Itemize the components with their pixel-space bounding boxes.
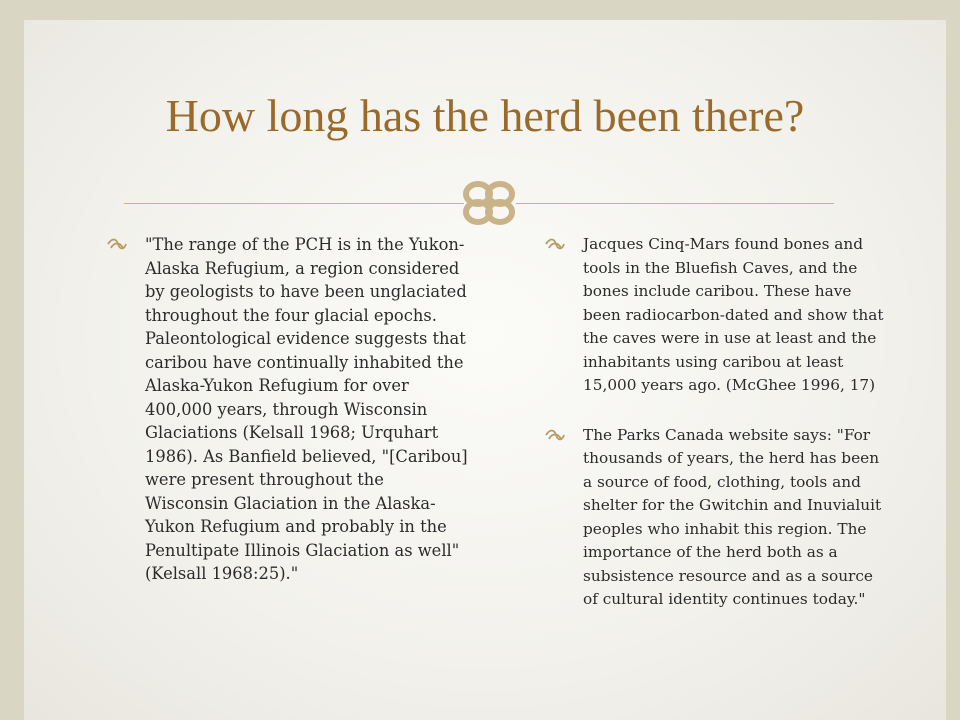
right-column xyxy=(538,233,890,638)
ornamental-bullet-icon xyxy=(106,236,128,252)
slide xyxy=(24,20,946,720)
ornamental-bullet-icon xyxy=(544,427,566,443)
bullet-text: "The range of the PCH is in the Yukon-Alaska Refugium, a region considered by geologists to have been unglaciated throughout the four glacial epochs. Paleontological evidence suggests that caribou have continually inhabited the Alaska-Yukon Refugium for over 400,000 years, through Wisconsin Glaciations (Kelsall 1968; Urquhart 1986). As Banfield believed, "[Caribou] were present throughout the Wisconsin Glaciation in the Alaska-Yukon Refugium and probably in the Penultipate Illinois Glaciation as well" (Kelsall 1968:25)." xyxy=(145,235,468,583)
title-divider-left xyxy=(124,203,464,204)
ornamental-bullet-icon xyxy=(544,236,566,252)
title-divider-right xyxy=(516,203,834,204)
bullet-text: Jacques Cinq-Mars found bones and tools in the Bluefish Caves, and the bones include caribou. These have been radiocarbon-dated and show that the caves were in use at least and the inhabitants using caribou at least 15,000 years ago. (McGhee 1996, 17) xyxy=(583,235,884,394)
bullet-item xyxy=(538,424,890,612)
four-leaf-knot-icon xyxy=(456,180,522,226)
slide-title: How long has the herd been there? xyxy=(165,90,805,141)
bullet-item xyxy=(538,233,890,398)
left-column xyxy=(100,233,472,612)
bullet-text: The Parks Canada website says: "For thousands of years, the herd has been a source of food, clothing, tools and shelter for the Gwitchin and Inuvialuit peoples who inhabit this region. The importance of the herd both as a subsistence resource and as a source of cultural identity continues today." xyxy=(583,425,882,608)
bullet-item xyxy=(100,233,472,586)
